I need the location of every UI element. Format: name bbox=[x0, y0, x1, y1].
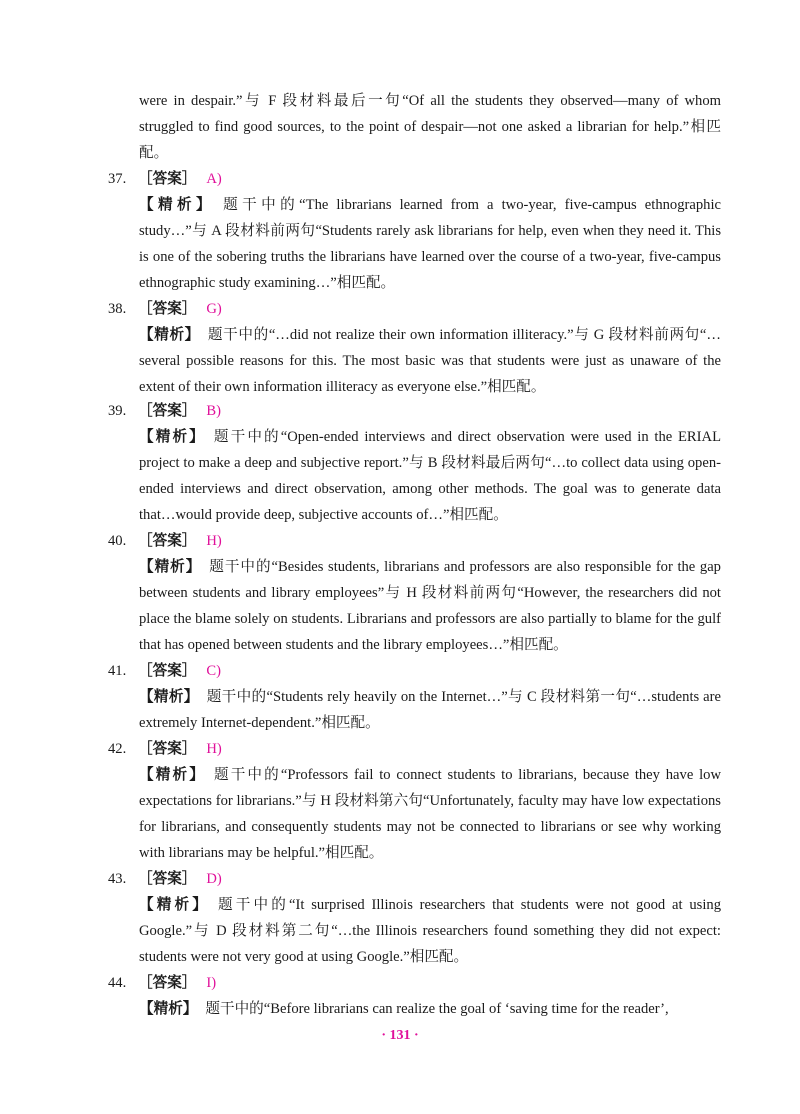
analysis-text: 题干中的“Students rely heavily on the Internet…”与 C 段材料第一句“…students are extremely Internet-dependent.”相匹配。 bbox=[139, 689, 721, 731]
page-number: · 131 · bbox=[381, 1028, 419, 1043]
analysis-text: 题干中的“Professors fail to connect students to librarians, because they have low expectations for librarians.”与 H 段材料第六句“Unfortunately, faculty may have low expectations for librarians, and consequently students may not be connected to librarians or see why working with librarians may be helpful.”相匹配。 bbox=[139, 767, 721, 861]
analysis-text: 题干中的“It surprised Illinois researchers that students were not good at using Google.”与 D 段材料第二句“…the Illinois researchers found something they did not expect: students were not very good at using Google.”相匹配。 bbox=[139, 897, 721, 965]
analysis-label: 【精析】 bbox=[139, 429, 206, 445]
analysis-text: 题干中的“Before librarians can realize the goal of ‘saving time for the reader’, bbox=[205, 1001, 669, 1017]
answer-key: H) bbox=[206, 533, 222, 549]
analysis-paragraph-40 bbox=[139, 554, 721, 658]
question-number: 39. bbox=[108, 403, 127, 419]
answer-line-39 bbox=[108, 398, 221, 424]
answer-label: ［答案］ bbox=[138, 403, 197, 419]
analysis-label: 【精析】 bbox=[139, 327, 200, 343]
answer-label: ［答案］ bbox=[138, 871, 197, 887]
answer-line-41 bbox=[108, 658, 221, 684]
answer-key: C) bbox=[206, 663, 221, 679]
question-number: 41. bbox=[108, 663, 127, 679]
analysis-label: 【精析】 bbox=[139, 897, 211, 913]
analysis-paragraph-42 bbox=[139, 762, 721, 866]
analysis-paragraph-39 bbox=[139, 424, 721, 528]
answer-label: ［答案］ bbox=[138, 171, 197, 187]
answer-label: ［答案］ bbox=[138, 741, 197, 757]
analysis-paragraph-43 bbox=[139, 892, 721, 970]
answer-label: ［答案］ bbox=[138, 301, 197, 317]
question-number: 40. bbox=[108, 533, 127, 549]
question-number: 38. bbox=[108, 301, 127, 317]
answer-line-42 bbox=[108, 736, 222, 762]
analysis-text: 题干中的“The librarians learned from a two-year, five-campus ethnographic study…”与 A 段材料前两句“Students rarely ask librarians for help, even when they need it. This is one of the sobering truths the librarians have learned over the course of a two-year, five-campus ethnographic study examining…”相匹配。 bbox=[139, 197, 721, 291]
answer-key: D) bbox=[206, 871, 222, 887]
analysis-label: 【精析】 bbox=[139, 559, 202, 575]
analysis-label: 【精析】 bbox=[139, 1001, 198, 1017]
answer-key: H) bbox=[206, 741, 222, 757]
answer-line-40 bbox=[108, 528, 222, 554]
question-number: 44. bbox=[108, 975, 127, 991]
answer-label: ［答案］ bbox=[138, 663, 197, 679]
analysis-label: 【精析】 bbox=[139, 767, 206, 783]
question-number: 42. bbox=[108, 741, 127, 757]
analysis-paragraph-41 bbox=[139, 684, 721, 736]
analysis-paragraph-37 bbox=[139, 192, 721, 296]
question-number: 37. bbox=[108, 171, 127, 187]
answer-line-43 bbox=[108, 866, 222, 892]
analysis-label: 【精析】 bbox=[139, 689, 199, 705]
analysis-text: 题干中的“…did not realize their own information illiteracy.”与 G 段材料前两句“…several possible reasons for this. The most basic was that students were just as unaware of the extent of their own information illiteracy as everyone else.”相匹配。 bbox=[139, 327, 721, 395]
question-number: 43. bbox=[108, 871, 127, 887]
answer-line-44 bbox=[108, 970, 216, 996]
analysis-paragraph-38 bbox=[139, 322, 721, 400]
analysis-paragraph-44 bbox=[139, 996, 721, 1022]
answer-line-37 bbox=[108, 166, 222, 192]
answer-label: ［答案］ bbox=[138, 975, 197, 991]
analysis-text: 题干中的“Open-ended interviews and direct observation were used in the ERIAL project to make a deep and subjective report.”与 B 段材料最后两句“…to collect data using open-ended interviews and direct observation, among other methods. The goal was to generate data that…would provide deep, subjective accounts of…”相匹配。 bbox=[139, 429, 721, 523]
analysis-label: 【精析】 bbox=[139, 197, 216, 213]
answer-label: ［答案］ bbox=[138, 533, 197, 549]
answer-key: B) bbox=[206, 403, 221, 419]
answer-key: A) bbox=[206, 171, 222, 187]
intro-paragraph: were in despair.”与 F 段材料最后一句“Of all the students they observed—many of whom struggled to find good sources, to the point of despair—not one asked a librarian for help.”相匹配。 bbox=[139, 93, 721, 161]
answer-key: G) bbox=[206, 301, 222, 317]
answer-key: I) bbox=[206, 975, 217, 991]
analysis-text: 题干中的“Besides students, librarians and professors are also responsible for the gap between students and library employees”与 H 段材料前两句“However, the researchers did not place the blame solely on students. Librarians and professors are also partially to blame for the gulf that has opened between students and the library employees…”相匹配。 bbox=[139, 559, 721, 653]
answer-line-38 bbox=[108, 296, 222, 322]
